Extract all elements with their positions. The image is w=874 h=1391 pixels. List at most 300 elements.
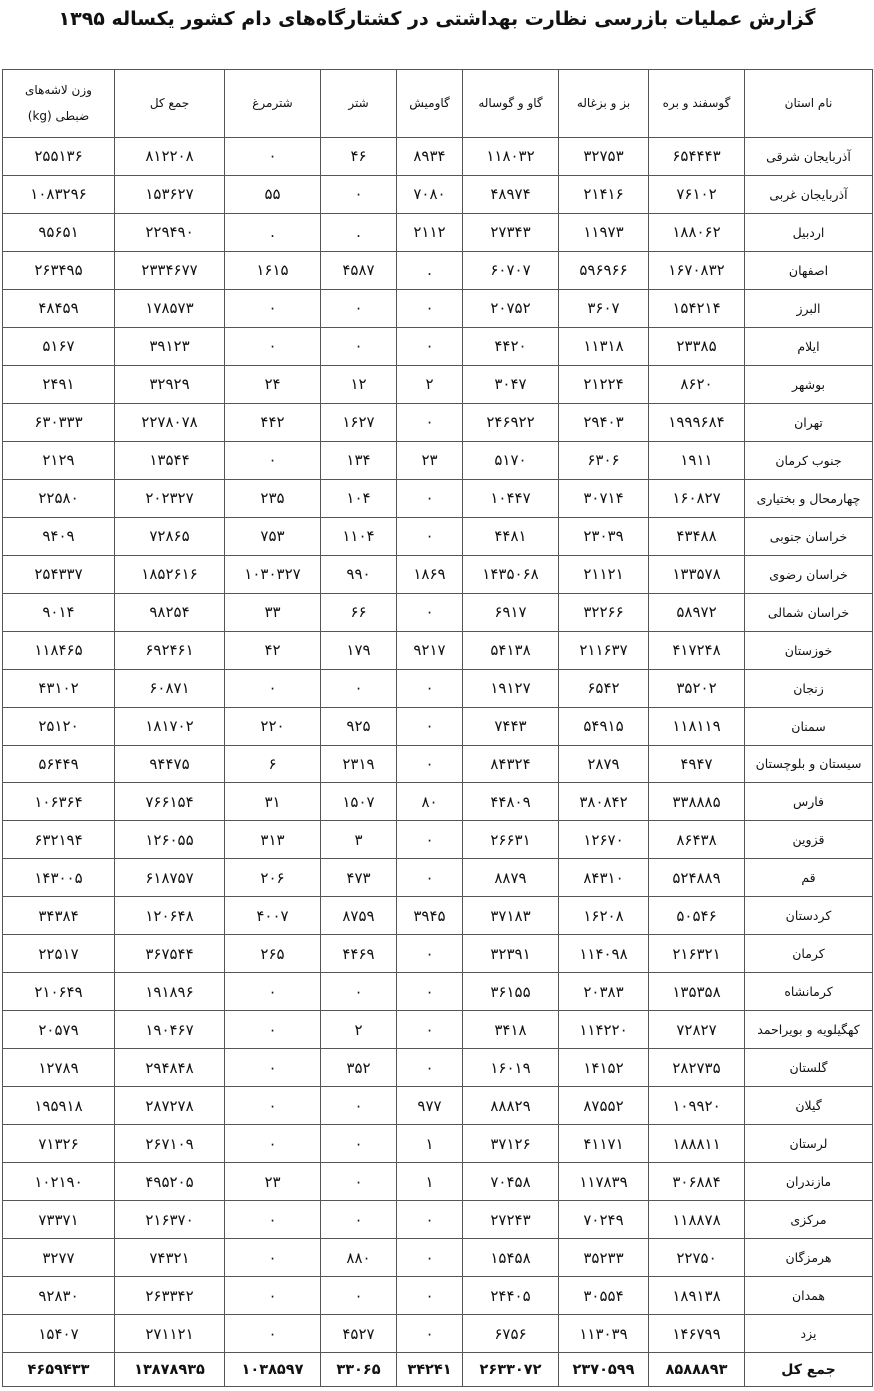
cell-buffalo: ۸۰: [397, 783, 463, 821]
cell-total: ۴۹۵۲۰۵: [115, 1163, 225, 1201]
cell-weight: ۹۲۸۳۰: [3, 1277, 115, 1315]
cell-sheep: ۳۰۶۸۸۴: [649, 1163, 745, 1201]
cell-province: همدان: [745, 1277, 873, 1315]
cell-sheep: ۴۳۴۸۸: [649, 517, 745, 555]
table-row: [3, 175, 873, 213]
cell-cattle: ۱۱۸۰۳۲: [463, 138, 559, 176]
cell-goat: ۳۰۷۱۴: [559, 479, 649, 517]
cell-buffalo: ۹۷۷: [397, 1087, 463, 1125]
cell-cattle: ۳۴۱۸: [463, 1011, 559, 1049]
cell-ostrich: ۰: [225, 1049, 321, 1087]
cell-camel: ۳۵۲: [321, 1049, 397, 1087]
cell-goat: ۳۰۵۵۴: [559, 1277, 649, 1315]
cell-cattle: ۴۴۸۱: [463, 517, 559, 555]
total-cell-cattle: ۲۶۳۳۰۷۲: [463, 1353, 559, 1387]
cell-buffalo: ۰: [397, 745, 463, 783]
header-weight-line2: ضبطی (kg): [27, 108, 90, 123]
cell-province: گیلان: [745, 1087, 873, 1125]
cell-buffalo: ۰: [397, 821, 463, 859]
cell-camel: ۴۵۲۷: [321, 1315, 397, 1353]
cell-buffalo: ۳۹۴۵: [397, 897, 463, 935]
cell-weight: ۱۰۲۱۹۰: [3, 1163, 115, 1201]
table-row: [3, 669, 873, 707]
cell-buffalo: ۱۸۶۹: [397, 555, 463, 593]
cell-goat: ۱۱۹۷۳: [559, 213, 649, 251]
cell-weight: ۹۴۰۹: [3, 517, 115, 555]
cell-camel: ۰: [321, 327, 397, 365]
cell-cattle: ۸۸۷۹: [463, 859, 559, 897]
cell-total: ۲۱۶۳۷۰: [115, 1201, 225, 1239]
cell-weight: ۴۸۴۵۹: [3, 289, 115, 327]
header-ostrich: شترمرغ: [225, 70, 321, 138]
cell-camel: ۲: [321, 1011, 397, 1049]
cell-sheep: ۱۳۵۳۵۸: [649, 973, 745, 1011]
cell-weight: ۹۰۱۴: [3, 593, 115, 631]
cell-cattle: ۶۰۷۰۷: [463, 251, 559, 289]
cell-total: ۷۲۸۶۵: [115, 517, 225, 555]
cell-camel: ۰: [321, 669, 397, 707]
cell-total: ۲۲۹۴۹۰: [115, 213, 225, 251]
cell-province: مازندران: [745, 1163, 873, 1201]
cell-weight: ۲۵۵۱۳۶: [3, 138, 115, 176]
cell-goat: ۱۱۷۸۳۹: [559, 1163, 649, 1201]
table-row: [3, 859, 873, 897]
cell-ostrich: ۴۴۲: [225, 403, 321, 441]
cell-total: ۷۴۳۲۱: [115, 1239, 225, 1277]
cell-ostrich: ۲۶۵: [225, 935, 321, 973]
cell-cattle: ۲۷۳۴۳: [463, 213, 559, 251]
cell-weight: ۲۲۵۸۰: [3, 479, 115, 517]
cell-goat: ۳۸۰۸۴۲: [559, 783, 649, 821]
cell-sheep: ۴۱۷۲۴۸: [649, 631, 745, 669]
cell-camel: ۰: [321, 1277, 397, 1315]
cell-buffalo: ۰: [397, 707, 463, 745]
cell-weight: ۲۰۵۷۹: [3, 1011, 115, 1049]
cell-weight: ۱۱۸۴۶۵: [3, 631, 115, 669]
total-cell-camel: ۳۳۰۶۵: [321, 1353, 397, 1387]
total-cell-ostrich: ۱۰۳۸۵۹۷: [225, 1353, 321, 1387]
cell-camel: ۱۰۴: [321, 479, 397, 517]
cell-weight: ۱۲۷۸۹: [3, 1049, 115, 1087]
cell-buffalo: ۰: [397, 1011, 463, 1049]
cell-camel: ۰: [321, 1125, 397, 1163]
cell-weight: ۱۹۵۹۱۸: [3, 1087, 115, 1125]
cell-ostrich: ۰: [225, 1239, 321, 1277]
cell-goat: ۳۵۲۳۳: [559, 1239, 649, 1277]
cell-total: ۱۹۰۴۶۷: [115, 1011, 225, 1049]
cell-province: کردستان: [745, 897, 873, 935]
cell-cattle: ۳۷۱۲۶: [463, 1125, 559, 1163]
cell-buffalo: ۲: [397, 365, 463, 403]
cell-ostrich: ۴۰۰۷: [225, 897, 321, 935]
table-row: [3, 745, 873, 783]
cell-province: تهران: [745, 403, 873, 441]
cell-camel: ۱۳۴: [321, 441, 397, 479]
cell-goat: ۶۵۴۲: [559, 669, 649, 707]
cell-weight: ۱۴۳۰۰۵: [3, 859, 115, 897]
cell-sheep: ۱۱۸۱۱۹: [649, 707, 745, 745]
cell-camel: ۸۷۵۹: [321, 897, 397, 935]
cell-province: کرمانشاه: [745, 973, 873, 1011]
total-cell-province: جمع کل: [745, 1353, 873, 1387]
cell-weight: ۶۳۰۳۳۳: [3, 403, 115, 441]
table-row: [3, 631, 873, 669]
cell-cattle: ۴۴۲۰: [463, 327, 559, 365]
cell-goat: ۲۳۰۳۹: [559, 517, 649, 555]
cell-cattle: ۳۶۱۵۵: [463, 973, 559, 1011]
cell-weight: ۴۳۱۰۲: [3, 669, 115, 707]
cell-cattle: ۱۶۰۱۹: [463, 1049, 559, 1087]
header-sheep: گوسفند و بره: [649, 70, 745, 138]
cell-province: زنجان: [745, 669, 873, 707]
cell-goat: ۶۳۰۶: [559, 441, 649, 479]
cell-camel: ۸۸۰: [321, 1239, 397, 1277]
cell-buffalo: ۹۲۱۷: [397, 631, 463, 669]
cell-sheep: ۱۹۹۹۶۸۴: [649, 403, 745, 441]
cell-province: اردبیل: [745, 213, 873, 251]
cell-buffalo: ۰: [397, 403, 463, 441]
cell-province: بوشهر: [745, 365, 873, 403]
cell-total: ۲۹۴۸۴۸: [115, 1049, 225, 1087]
cell-weight: ۲۱۲۹: [3, 441, 115, 479]
cell-sheep: ۱۵۴۲۱۴: [649, 289, 745, 327]
total-cell-buffalo: ۳۴۲۴۱: [397, 1353, 463, 1387]
cell-province: کهگیلویه و بویراحمد: [745, 1011, 873, 1049]
table-row: [3, 593, 873, 631]
cell-province: آذربایجان شرقی: [745, 138, 873, 176]
table-row: [3, 1011, 873, 1049]
cell-sheep: ۱۸۸۸۱۱: [649, 1125, 745, 1163]
cell-buffalo: ۰: [397, 669, 463, 707]
cell-cattle: ۲۶۶۳۱: [463, 821, 559, 859]
cell-weight: ۵۱۶۷: [3, 327, 115, 365]
cell-total: ۲۶۳۳۴۲: [115, 1277, 225, 1315]
cell-camel: ۱۷۹: [321, 631, 397, 669]
cell-total: ۱۲۶۰۵۵: [115, 821, 225, 859]
cell-buffalo: ۷۰۸۰: [397, 175, 463, 213]
cell-goat: ۲۱۱۲۱: [559, 555, 649, 593]
cell-total: ۹۸۲۵۴: [115, 593, 225, 631]
cell-cattle: ۳۲۳۹۱: [463, 935, 559, 973]
header-row: [3, 70, 873, 138]
cell-goat: ۸۴۳۱۰: [559, 859, 649, 897]
table-row: [3, 1239, 873, 1277]
cell-province: آذربایجان غربی: [745, 175, 873, 213]
table-row: [3, 1315, 873, 1353]
cell-ostrich: ۵۵: [225, 175, 321, 213]
cell-sheep: ۸۶۲۰: [649, 365, 745, 403]
cell-sheep: ۷۲۸۲۷: [649, 1011, 745, 1049]
cell-ostrich: ۰: [225, 973, 321, 1011]
cell-sheep: ۵۰۵۴۶: [649, 897, 745, 935]
table-row: [3, 821, 873, 859]
cell-ostrich: ۰: [225, 1277, 321, 1315]
cell-ostrich: .: [225, 213, 321, 251]
cell-buffalo: ۱: [397, 1163, 463, 1201]
cell-ostrich: ۰: [225, 1087, 321, 1125]
cell-goat: ۵۴۹۱۵: [559, 707, 649, 745]
cell-buffalo: ۰: [397, 327, 463, 365]
cell-buffalo: ۲۳: [397, 441, 463, 479]
header-camel: شتر: [321, 70, 397, 138]
table-row: [3, 138, 873, 176]
cell-camel: ۳: [321, 821, 397, 859]
cell-camel: ۰: [321, 973, 397, 1011]
cell-sheep: ۲۸۲۷۳۵: [649, 1049, 745, 1087]
cell-goat: ۲۰۳۸۳: [559, 973, 649, 1011]
cell-goat: ۵۹۶۹۶۶: [559, 251, 649, 289]
cell-province: کرمان: [745, 935, 873, 973]
cell-weight: ۷۳۳۷۱: [3, 1201, 115, 1239]
cell-sheep: ۲۱۶۳۲۱: [649, 935, 745, 973]
cell-camel: ۹۲۵: [321, 707, 397, 745]
cell-weight: ۲۱۰۶۴۹: [3, 973, 115, 1011]
cell-cattle: ۷۰۴۵۸: [463, 1163, 559, 1201]
cell-goat: ۳۲۷۵۳: [559, 138, 649, 176]
cell-camel: ۰: [321, 1163, 397, 1201]
page-title: گزارش عملیات بازرسی نظارت بهداشتی در کشتارگاه‌های دام کشور یکساله ۱۳۹۵: [58, 8, 816, 30]
cell-weight: ۱۰۶۳۶۴: [3, 783, 115, 821]
table-row: [3, 783, 873, 821]
cell-province: البرز: [745, 289, 873, 327]
cell-total: ۳۹۱۲۳: [115, 327, 225, 365]
cell-cattle: ۲۴۶۹۲۲: [463, 403, 559, 441]
header-buffalo: گاومیش: [397, 70, 463, 138]
cell-buffalo: ۰: [397, 1277, 463, 1315]
cell-goat: ۱۱۳۱۸: [559, 327, 649, 365]
cell-sheep: ۶۵۴۴۴۳: [649, 138, 745, 176]
cell-total: ۱۸۱۷۰۲: [115, 707, 225, 745]
table-row: [3, 973, 873, 1011]
cell-weight: ۵۶۴۴۹: [3, 745, 115, 783]
cell-ostrich: ۳۳: [225, 593, 321, 631]
cell-camel: ۰: [321, 175, 397, 213]
cell-buffalo: ۰: [397, 935, 463, 973]
cell-weight: ۹۵۶۵۱: [3, 213, 115, 251]
cell-weight: ۲۵۱۲۰: [3, 707, 115, 745]
cell-camel: ۰: [321, 1201, 397, 1239]
cell-weight: ۳۲۷۷: [3, 1239, 115, 1277]
cell-buffalo: ۰: [397, 1239, 463, 1277]
header-goat: بز و بزغاله: [559, 70, 649, 138]
cell-sheep: ۱۱۸۸۷۸: [649, 1201, 745, 1239]
cell-ostrich: ۳۱: [225, 783, 321, 821]
cell-buffalo: .: [397, 251, 463, 289]
cell-ostrich: ۰: [225, 669, 321, 707]
cell-ostrich: ۱۶۱۵: [225, 251, 321, 289]
cell-sheep: ۱۰۹۹۲۰: [649, 1087, 745, 1125]
cell-cattle: ۲۰۷۵۲: [463, 289, 559, 327]
cell-cattle: ۸۴۳۲۴: [463, 745, 559, 783]
cell-total: ۱۲۰۶۴۸: [115, 897, 225, 935]
cell-total: ۹۴۴۷۵: [115, 745, 225, 783]
cell-goat: ۷۰۲۴۹: [559, 1201, 649, 1239]
total-cell-weight: ۴۶۵۹۴۳۳: [3, 1353, 115, 1387]
cell-buffalo: ۰: [397, 1201, 463, 1239]
cell-sheep: ۱۳۳۵۷۸: [649, 555, 745, 593]
cell-province: گلستان: [745, 1049, 873, 1087]
cell-total: ۷۶۶۱۵۴: [115, 783, 225, 821]
cell-sheep: ۲۳۳۸۵: [649, 327, 745, 365]
cell-goat: ۲۱۴۱۶: [559, 175, 649, 213]
cell-total: ۲۰۲۳۲۷: [115, 479, 225, 517]
cell-cattle: ۸۸۸۲۹: [463, 1087, 559, 1125]
cell-cattle: ۲۷۲۴۳: [463, 1201, 559, 1239]
table-row: [3, 365, 873, 403]
cell-buffalo: ۲۱۱۲: [397, 213, 463, 251]
cell-goat: ۱۲۶۷۰: [559, 821, 649, 859]
cell-buffalo: ۰: [397, 289, 463, 327]
cell-camel: ۰: [321, 289, 397, 327]
header-total: جمع کل: [115, 70, 225, 138]
cell-cattle: ۶۷۵۶: [463, 1315, 559, 1353]
cell-camel: ۹۹۰: [321, 555, 397, 593]
cell-camel: ۰: [321, 1087, 397, 1125]
cell-sheep: ۴۹۴۷: [649, 745, 745, 783]
cell-province: خراسان جنوبی: [745, 517, 873, 555]
cell-sheep: ۵۸۹۷۲: [649, 593, 745, 631]
cell-province: قزوین: [745, 821, 873, 859]
table-row: [3, 1125, 873, 1163]
table-row: [3, 403, 873, 441]
cell-sheep: ۱۹۱۱: [649, 441, 745, 479]
cell-cattle: ۳۰۴۷: [463, 365, 559, 403]
cell-goat: ۱۱۴۰۹۸: [559, 935, 649, 973]
cell-total: ۸۱۲۲۰۸: [115, 138, 225, 176]
cell-ostrich: ۰: [225, 138, 321, 176]
cell-total: ۶۱۸۷۵۷: [115, 859, 225, 897]
cell-camel: ۱۲: [321, 365, 397, 403]
header-cattle: گاو و گوساله: [463, 70, 559, 138]
cell-goat: ۲۸۷۹: [559, 745, 649, 783]
cell-goat: ۳۶۰۷: [559, 289, 649, 327]
cell-goat: ۳۲۲۶۶: [559, 593, 649, 631]
cell-province: جنوب کرمان: [745, 441, 873, 479]
cell-goat: ۲۹۴۰۳: [559, 403, 649, 441]
cell-weight: ۲۴۹۱: [3, 365, 115, 403]
cell-camel: ۲۳۱۹: [321, 745, 397, 783]
cell-province: هرمزگان: [745, 1239, 873, 1277]
cell-goat: ۲۱۲۲۴: [559, 365, 649, 403]
table-row: [3, 1201, 873, 1239]
cell-total: ۲۷۱۱۲۱: [115, 1315, 225, 1353]
cell-ostrich: ۳۱۳: [225, 821, 321, 859]
total-cell-goat: ۲۳۷۰۵۹۹: [559, 1353, 649, 1387]
report-table: [2, 69, 873, 1387]
cell-weight: ۲۶۳۴۹۵: [3, 251, 115, 289]
cell-province: خراسان شمالی: [745, 593, 873, 631]
cell-province: یزد: [745, 1315, 873, 1353]
cell-ostrich: ۷۵۳: [225, 517, 321, 555]
cell-province: قم: [745, 859, 873, 897]
cell-province: سمنان: [745, 707, 873, 745]
cell-total: ۲۲۷۸۰۷۸: [115, 403, 225, 441]
cell-ostrich: ۰: [225, 327, 321, 365]
header-province: نام استان: [745, 70, 873, 138]
cell-goat: ۱۴۱۵۲: [559, 1049, 649, 1087]
cell-total: ۳۶۷۵۴۴: [115, 935, 225, 973]
cell-cattle: ۴۸۹۷۴: [463, 175, 559, 213]
cell-cattle: ۱۰۴۴۷: [463, 479, 559, 517]
table-row: [3, 289, 873, 327]
table-row: [3, 1163, 873, 1201]
cell-weight: ۱۰۸۳۲۹۶: [3, 175, 115, 213]
cell-buffalo: ۰: [397, 517, 463, 555]
cell-ostrich: ۱۰۳۰۳۲۷: [225, 555, 321, 593]
cell-province: خراسان رضوی: [745, 555, 873, 593]
cell-weight: ۲۲۵۱۷: [3, 935, 115, 973]
cell-total: ۱۷۸۵۷۳: [115, 289, 225, 327]
cell-total: ۱۹۱۸۹۶: [115, 973, 225, 1011]
cell-sheep: ۱۶۷۰۸۳۲: [649, 251, 745, 289]
table-row: [3, 327, 873, 365]
cell-sheep: ۲۲۷۵۰: [649, 1239, 745, 1277]
table-row: [3, 1087, 873, 1125]
cell-buffalo: ۰: [397, 1315, 463, 1353]
cell-buffalo: ۸۹۳۴: [397, 138, 463, 176]
cell-camel: ۱۶۲۷: [321, 403, 397, 441]
total-cell-sheep: ۸۵۸۸۸۹۳: [649, 1353, 745, 1387]
cell-sheep: ۳۳۸۸۸۵: [649, 783, 745, 821]
header-weight-line1: وزن لاشه‌های: [25, 82, 92, 97]
table-row: [3, 555, 873, 593]
table-row: [3, 897, 873, 935]
cell-buffalo: ۰: [397, 1049, 463, 1087]
cell-ostrich: ۰: [225, 1201, 321, 1239]
cell-cattle: ۲۴۴۰۵: [463, 1277, 559, 1315]
cell-ostrich: ۲۳: [225, 1163, 321, 1201]
cell-sheep: ۷۶۱۰۲: [649, 175, 745, 213]
cell-weight: ۶۳۲۱۹۴: [3, 821, 115, 859]
cell-camel: ۴۷۳: [321, 859, 397, 897]
cell-sheep: ۱۸۹۱۳۸: [649, 1277, 745, 1315]
cell-cattle: ۷۴۴۳: [463, 707, 559, 745]
table-row: [3, 935, 873, 973]
cell-cattle: ۱۴۳۵۰۶۸: [463, 555, 559, 593]
cell-camel: ۶۶: [321, 593, 397, 631]
cell-buffalo: ۰: [397, 859, 463, 897]
cell-buffalo: ۱: [397, 1125, 463, 1163]
cell-total: ۱۳۵۴۴: [115, 441, 225, 479]
cell-total: ۶۹۲۴۶۱: [115, 631, 225, 669]
cell-sheep: ۱۸۸۰۶۲: [649, 213, 745, 251]
cell-cattle: ۵۱۷۰: [463, 441, 559, 479]
cell-buffalo: ۰: [397, 479, 463, 517]
cell-ostrich: ۶: [225, 745, 321, 783]
cell-ostrich: ۲۰۶: [225, 859, 321, 897]
cell-province: خوزستان: [745, 631, 873, 669]
cell-cattle: ۱۹۱۲۷: [463, 669, 559, 707]
table-row: [3, 213, 873, 251]
cell-ostrich: ۲۲۰: [225, 707, 321, 745]
cell-weight: ۱۵۴۰۷: [3, 1315, 115, 1353]
cell-goat: ۱۱۴۲۲۰: [559, 1011, 649, 1049]
total-cell-total: ۱۳۸۷۸۹۳۵: [115, 1353, 225, 1387]
table-row: [3, 707, 873, 745]
cell-province: لرستان: [745, 1125, 873, 1163]
cell-ostrich: ۰: [225, 1315, 321, 1353]
cell-total: ۱۵۳۶۲۷: [115, 175, 225, 213]
table-row: [3, 251, 873, 289]
table-row: [3, 441, 873, 479]
cell-camel: .: [321, 213, 397, 251]
cell-province: فارس: [745, 783, 873, 821]
cell-camel: ۴۵۸۷: [321, 251, 397, 289]
cell-goat: ۱۱۳۰۳۹: [559, 1315, 649, 1353]
cell-sheep: ۸۶۴۳۸: [649, 821, 745, 859]
cell-camel: ۴۶: [321, 138, 397, 176]
totals-row: [3, 1353, 873, 1387]
